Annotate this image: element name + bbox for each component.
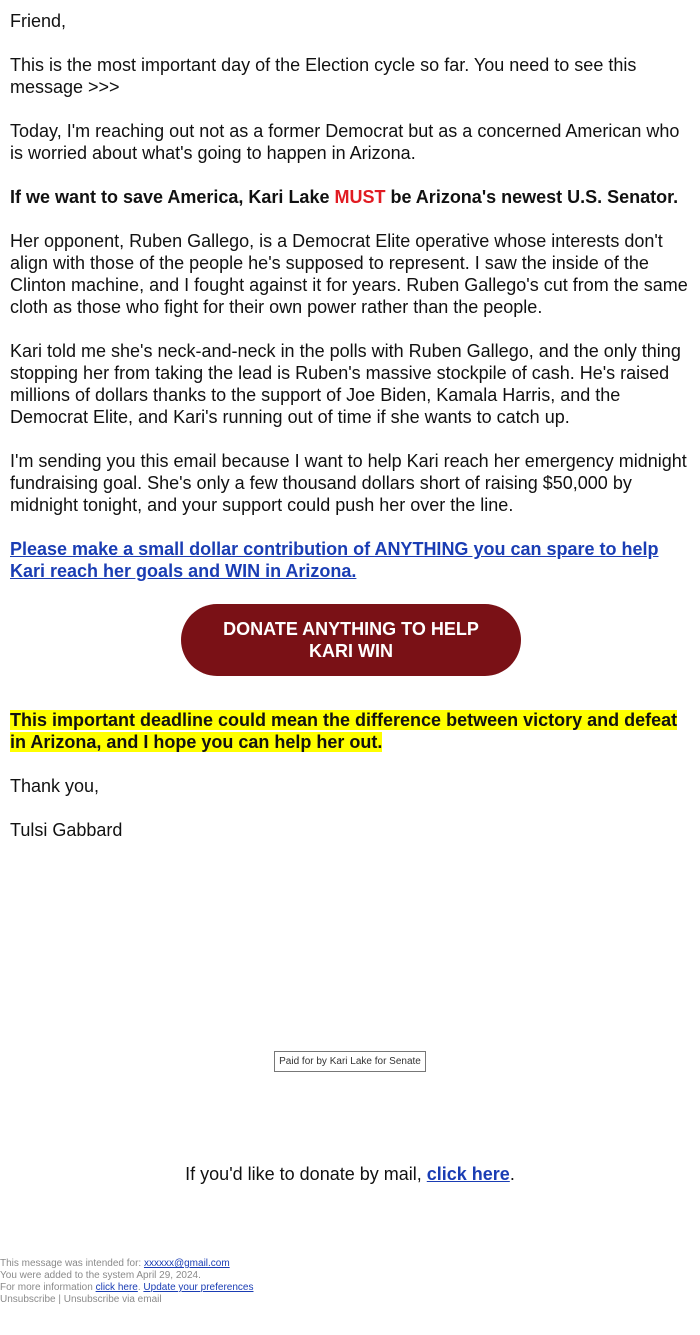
deadline-highlight: This important deadline could mean the difference between victory and defeat in Arizona, and I hope you can help her out. — [10, 710, 678, 752]
thanks: Thank you, — [10, 776, 100, 796]
unsubscribe-link[interactable]: Unsubscribe — [0, 1294, 56, 1305]
paragraph-concern: Today, I'm reaching out not as a former Democrat but as a concerned American who is worried about what's going to happen in Arizona. — [10, 121, 680, 163]
footer-click-here-link[interactable]: click here — [95, 1282, 138, 1293]
email-body — [10, 10, 692, 863]
donate-button-wrap — [10, 604, 692, 676]
mail-click-here-link[interactable]: click here — [426, 1164, 510, 1184]
paragraph-headline — [10, 186, 692, 208]
footer-email-link[interactable]: xxxxxx@gmail.com — [143, 1258, 230, 1269]
headline-emphasis: MUST — [334, 187, 386, 207]
deadline-paragraph — [10, 709, 692, 753]
donate-button[interactable]: DONATE ANYTHING TO HELP KARI WIN — [181, 604, 521, 676]
unsubscribe-divider: | — [55, 1294, 64, 1305]
footer-info-line — [0, 1282, 253, 1294]
update-preferences-link[interactable]: Update your preferences — [143, 1282, 254, 1293]
headline-part1: If we want to save America, Kari Lake — [10, 187, 335, 207]
greeting: Friend, — [10, 11, 67, 31]
paragraph-goal: I'm sending you this email because I want to help Kari reach her emergency midnight fundraising goal. She's only a few thousand dollars short of raising $50,000 by midnight tonight, and your support could push her over the line. — [10, 451, 687, 515]
paragraph-opponent: Her opponent, Ruben Gallego, is a Democrat Elite operative whose interests don't align with those of the people he's supposed to represent. I saw the inside of the Clinton machine, and I fought against it for years. Ruben Gallego's cut from the same cloth as those who fight for their own power rather than the people. — [10, 231, 688, 317]
footer-info-label: For more information — [0, 1282, 96, 1293]
footer-unsubscribe-line — [0, 1294, 253, 1306]
donate-by-mail — [0, 1163, 700, 1185]
paragraph-polls: Kari told me she's neck-and-neck in the polls with Ruben Gallego, and the only thing stopping her from taking the lead is Ruben's massive stockpile of cash. He's raised millions of dollars thanks to the support of Joe Biden, Kamala Harris, and the Democrat Elite, and Kari's running out of time if she wants to catch up. — [10, 341, 681, 427]
unsubscribe-via-email-link[interactable]: Unsubscribe via email — [63, 1294, 162, 1305]
email-footer — [0, 1258, 253, 1306]
footer-added-line: You were added to the system April 29, 2024. — [0, 1270, 201, 1281]
headline-part2: be Arizona's newest U.S. Senator. — [385, 187, 679, 207]
signature: Tulsi Gabbard — [10, 820, 123, 840]
footer-intended-line — [0, 1258, 253, 1270]
contribute-link[interactable]: Please make a small dollar contribution of ANYTHING you can spare to help Kari reach her goals and WIN in Arizona. — [10, 539, 659, 581]
cta-paragraph — [10, 538, 692, 582]
paragraph-intro: This is the most important day of the Election cycle so far. You need to see this message >>> — [10, 55, 637, 97]
mail-suffix: . — [509, 1164, 515, 1184]
paid-for-disclaimer: Paid for by Kari Lake for Senate — [274, 1051, 426, 1072]
footer-intended-label: This message was intended for: — [0, 1258, 144, 1269]
footer-info-separator: . — [137, 1282, 144, 1293]
mail-prefix: If you'd like to donate by mail, — [185, 1164, 427, 1184]
